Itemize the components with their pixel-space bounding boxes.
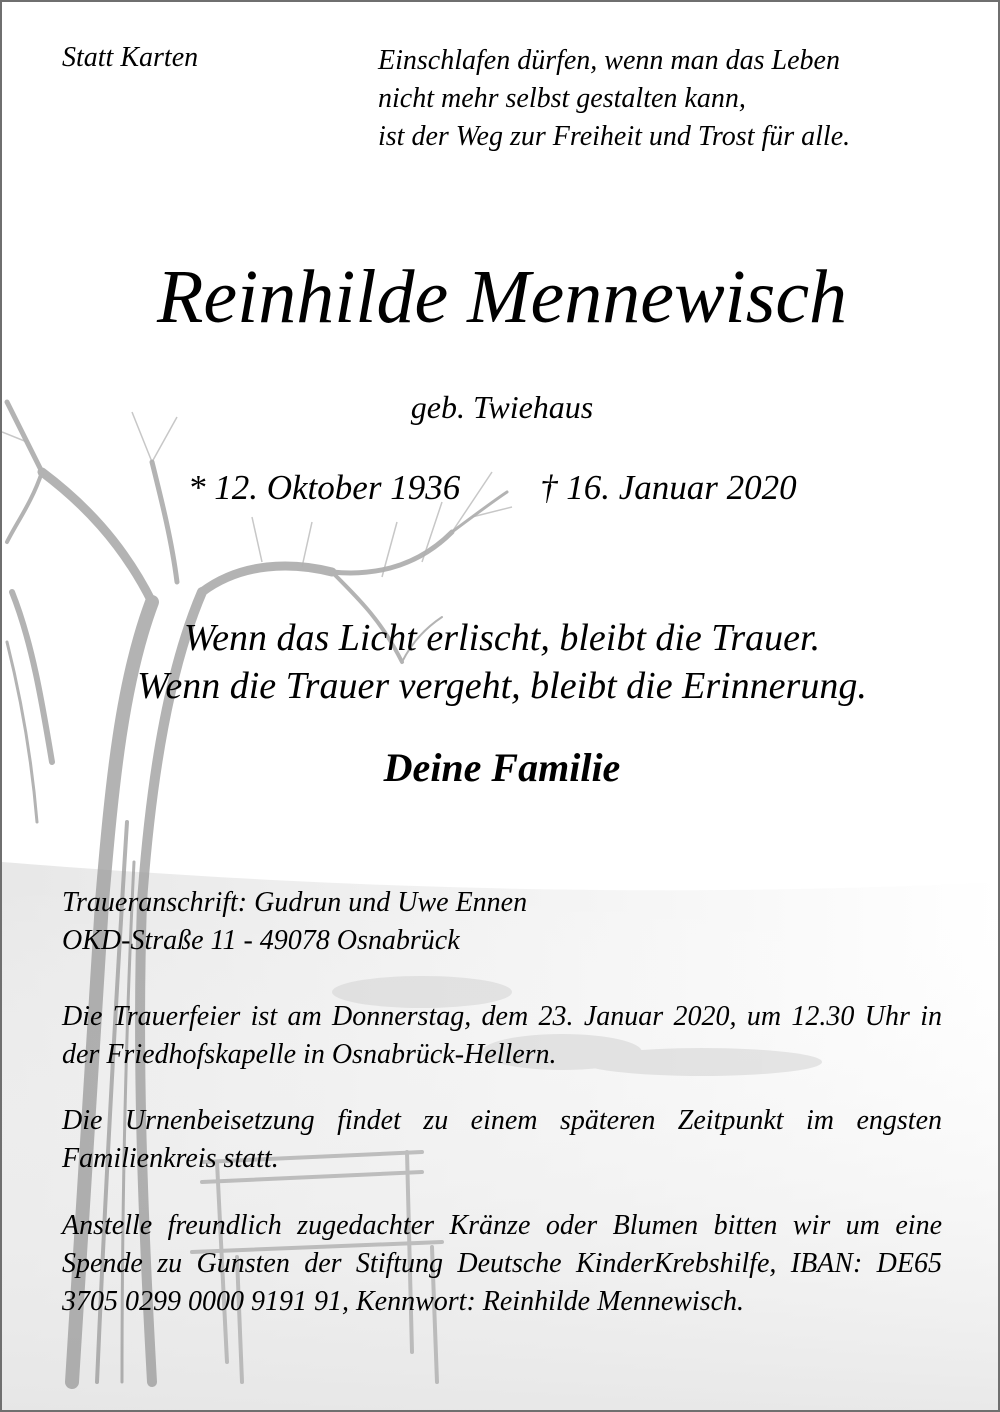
poem-line: Einschlafen dürfen, wenn man das Leben <box>378 45 840 76</box>
address-line: OKD-Straße 11 - 49078 Osnabrück <box>62 925 460 956</box>
poem-line: nicht mehr selbst gestalten kann, <box>378 83 746 114</box>
funeral-service-paragraph: Die Trauerfeier ist am Donnerstag, dem 23. Januar 2020, um 12.30 Uhr in der Friedhofskapelle in Osnabrück-Hellern. <box>62 1001 942 1070</box>
verse-line: Wenn das Licht erlischt, bleibt die Trauer. <box>183 617 821 659</box>
birth-date: * 12. Oktober 1936 <box>188 468 461 507</box>
mourning-address <box>62 884 527 960</box>
statt-karten-note: Statt Karten <box>62 42 199 73</box>
memorial-verse <box>2 614 1000 710</box>
death-date: † 16. Januar 2020 <box>540 468 797 507</box>
address-line: Traueranschrift: Gudrun und Uwe Ennen <box>62 887 528 918</box>
donation-paragraph: Anstelle freundlich zugedachter Kränze oder Blumen bitten wir um eine Spende zu Gunsten der Stiftung Deutsche KinderKrebshilfe, IBAN: DE65 3705 0299 0000 9191 91, Kennwort: Reinhilde Mennewisch. <box>62 1210 942 1317</box>
poem-line: ist der Weg zur Freiheit und Trost für alle. <box>378 121 851 152</box>
deceased-name: Reinhilde Mennewisch <box>156 255 848 339</box>
verse-line: Wenn die Trauer vergeht, bleibt die Erinnerung. <box>137 665 867 707</box>
family-signature: Deine Familie <box>383 745 621 790</box>
urn-burial-paragraph: Die Urnenbeisetzung findet zu einem späteren Zeitpunkt im engsten Familienkreis statt. <box>62 1105 942 1174</box>
maiden-name: geb. Twiehaus <box>410 389 594 425</box>
opening-poem <box>378 42 850 156</box>
